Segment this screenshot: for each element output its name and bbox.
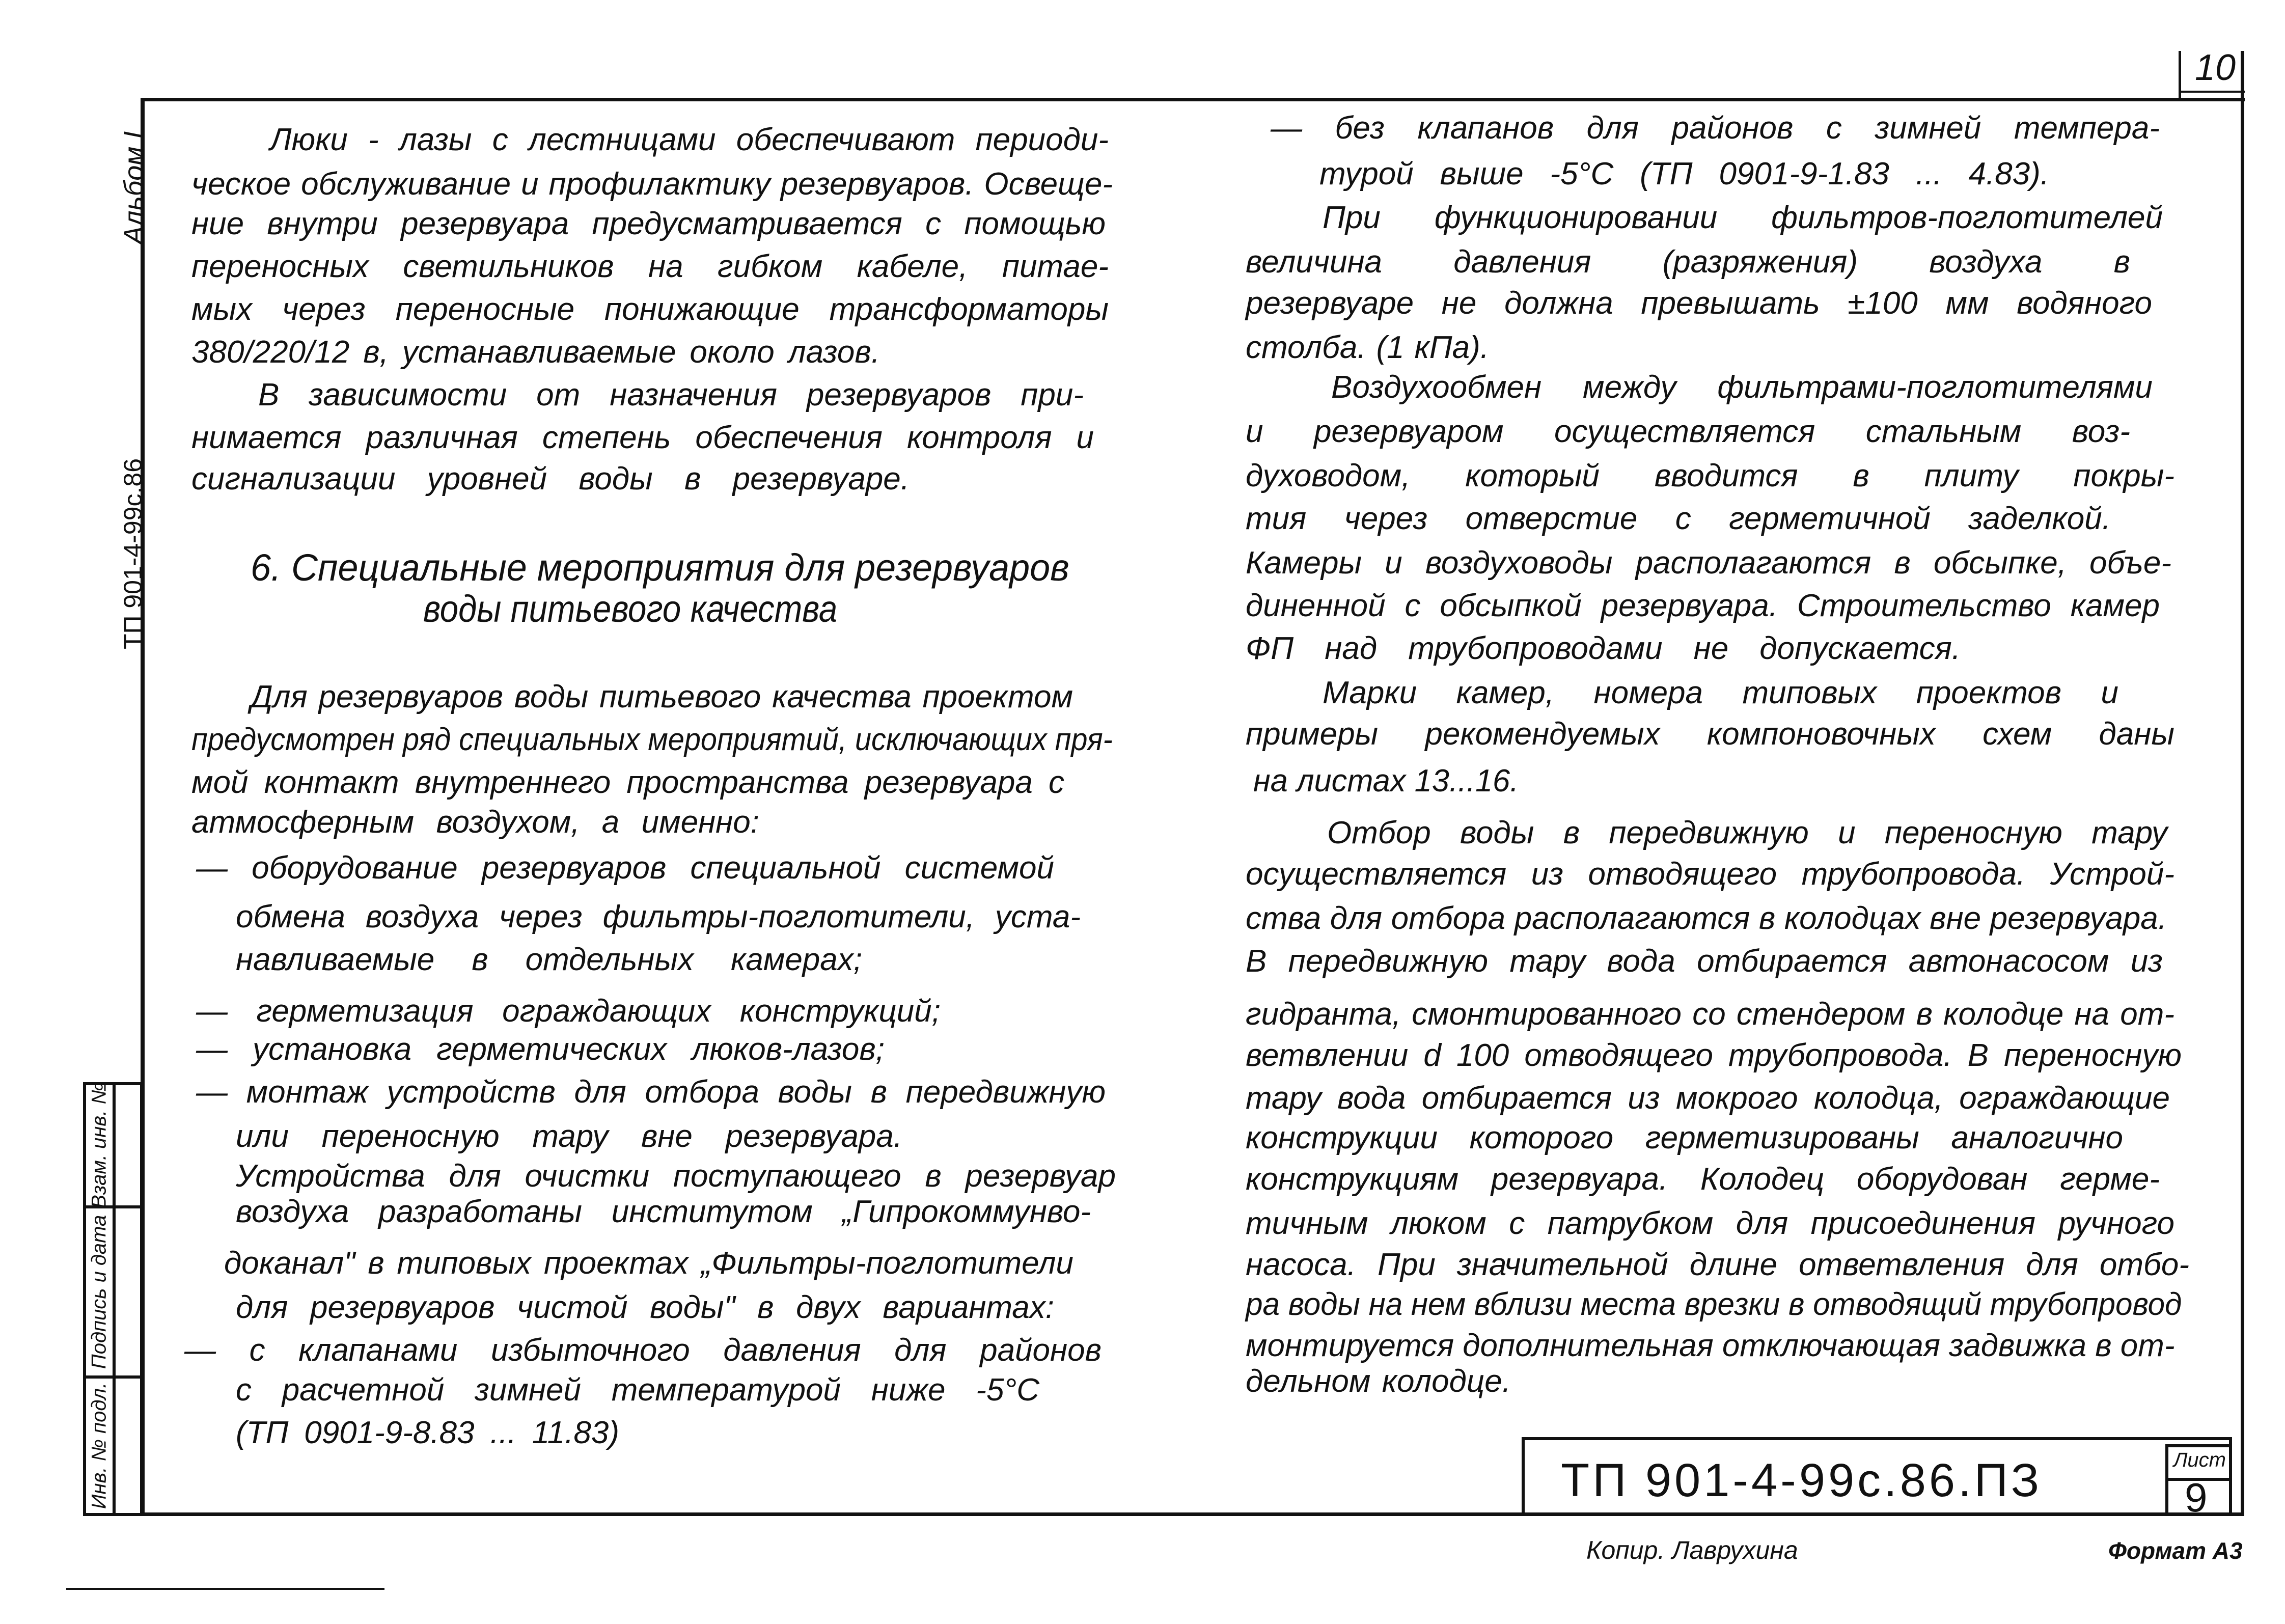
text-line: ческое обслуживание и профилактику резервуаров. Освеще- [191,167,1113,202]
text-line: примеры рекомендуемых компоновочных схем даны [1246,717,2174,752]
sheet-label: Лист [2173,1449,2226,1471]
text-line: тичным люком с патрубком для присоединения ручного [1246,1206,2174,1241]
text-line: тия через отверстие с герметичной заделкой. [1246,501,2111,536]
text-line: — без клапанов для районов с зимней темпера- [1271,111,2160,146]
document-designation: ТП 901-4-99с.86.ПЗ [1561,1454,2043,1506]
text-line: Воздухообмен между фильтрами-поглотителями [1331,370,2153,405]
text-line: гидранта, смонтированного со стендером в колодце на от- [1246,997,2174,1032]
frame-right-border [2241,51,2244,1516]
text-line: или переносную тару вне резервуара. [236,1119,902,1154]
text-line: нимается различная степень обеспечения контроля и [191,420,1094,455]
text-line: ветвлении d 100 отводящего трубопровода. В переносную [1246,1038,2182,1073]
text-line: — монтаж устройств для отбора воды в передвижную [196,1075,1106,1110]
text-line: монтируется дополнительная отключающая задвижка в от- [1246,1328,2175,1363]
text-line: тару вода отбирается из мокрого колодца, ограждающие [1246,1081,2170,1116]
text-line: При функционировании фильтров-поглотителей [1323,200,2163,235]
text-line: переносных светильников на гибком кабеле, питае- [191,249,1109,284]
stamp-blank-cell [113,1375,143,1516]
text-line: диненной с обсыпкой резервуара. Строительство камер [1246,588,2160,623]
sheet-corner-number: 10 [2195,47,2236,88]
stamp-blank-cell [113,1082,143,1208]
text-line: ФП над трубопроводами не допускается. [1246,631,1961,666]
text-line: обмена воздуха через фильтры-поглотители, уста- [236,899,1081,934]
text-line: на листах 13...16. [1253,763,1519,799]
text-line: — с клапанами избыточного давления для районов [184,1333,1102,1368]
sheet-number: 9 [2185,1475,2208,1520]
text-line: дельном колодце. [1246,1364,1511,1399]
text-line: резервуаре не должна превышать ±100 мм водяного [1246,286,2152,321]
album-label: Альбом I [119,131,149,244]
stamp-label: Инв. № подл. [88,1382,111,1509]
stamp-original-inv [83,1375,116,1516]
text-line: навливаемые в отдельных камерах; [236,942,862,977]
stamp-label: Подпись и дата [88,1215,111,1369]
text-line: конструкциям резервуара. Колодец оборудован герме- [1246,1162,2160,1197]
text-line: турой выше -5°С (ТП 0901-9-1.83 ... 4.83). [1319,156,2049,191]
text-line: Отбор воды в передвижную и переносную тару [1327,815,2167,850]
text-line: мой контакт внутреннего пространства резервуара с [191,765,1064,800]
text-line: Для резервуаров воды питьевого качества проектом [251,679,1073,714]
copied-by: Копир. Лаврухина [1586,1536,1798,1564]
text-line: ства для отбора располагаются в колодцах вне резервуара. [1246,901,2167,936]
text-line: Устройства для очистки поступающего в резервуар [236,1159,1116,1194]
text-line: В зависимости от назначения резервуаров при- [258,377,1084,412]
text-line: конструкции которого герметизированы аналогично [1246,1120,2123,1155]
text-line: для резервуаров чистой воды" в двух вариантах: [236,1290,1054,1325]
text-line: духоводом, который вводится в плиту покры- [1246,458,2174,493]
text-line: величина давления (разряжения) воздуха в [1246,244,2130,280]
bottom-left-line [66,1588,384,1590]
text-line: Марки камер, номера типовых проектов и [1323,675,2118,710]
text-line: В передвижную тару вода отбирается автонасосом из [1246,944,2163,979]
stamp-label: Взам. инв. № [88,1082,111,1208]
text-line: с расчетной зимней температурой ниже -5°С [236,1372,1039,1408]
text-line: ние внутри резервуара предусматривается с помощью [191,206,1106,241]
text-line: — герметизация ограждающих конструкций; [196,994,941,1029]
stamp-signature-date [83,1205,116,1379]
paper-format: Формат А3 [2108,1537,2243,1564]
section-heading-line: воды питьевого качества [423,588,838,630]
corner-box-underline [2179,91,2245,93]
text-line: Люки - лазы с лестницами обеспечивают периоди- [270,122,1109,157]
margin-doc-code: ТП 901-4-99с.86 [119,458,147,649]
text-line: — установка герметических люков-лазов; [196,1032,885,1067]
section-heading-line: 6. Специальные мероприятия для резервуаров [251,546,1069,589]
text-line: насоса. При значительной длине ответвления для отбо- [1246,1247,2189,1282]
text-line: атмосферным воздухом, а именно: [191,805,759,840]
text-line: сигнализации уровней воды в резервуаре. [191,461,910,497]
text-line: осуществляется из отводящего трубопровода. Устрой- [1246,857,2174,892]
text-line: ра воды на нем вблизи места врезки в отводящий трубопровод [1246,1287,2182,1322]
stamp-blank-cell [113,1205,143,1379]
text-line: — оборудование резервуаров специальной системой [196,850,1054,886]
text-line: Камеры и воздуховоды располагаются в обсыпке, объе- [1246,545,2171,581]
text-line: 380/220/12 в, устанавливаемые около лазов. [191,335,880,370]
text-line: и резервуаром осуществляется стальным воз- [1246,414,2130,449]
text-line: (ТП 0901-9-8.83 ... 11.83) [236,1415,619,1450]
frame-top-border [144,98,2245,101]
text-line: столба. (1 кПа). [1246,330,1489,365]
text-line: мых через переносные понижающие трансформаторы [191,292,1109,327]
text-line: предусмотрен ряд специальных мероприятий, исключающих пря- [191,722,1113,757]
text-line: доканал" в типовых проектах „Фильтры-поглотители [224,1246,1073,1281]
stamp-replacement-inv [83,1082,116,1208]
text-line: воздуха разработаны институтом „Гипрокоммунво- [236,1194,1091,1229]
